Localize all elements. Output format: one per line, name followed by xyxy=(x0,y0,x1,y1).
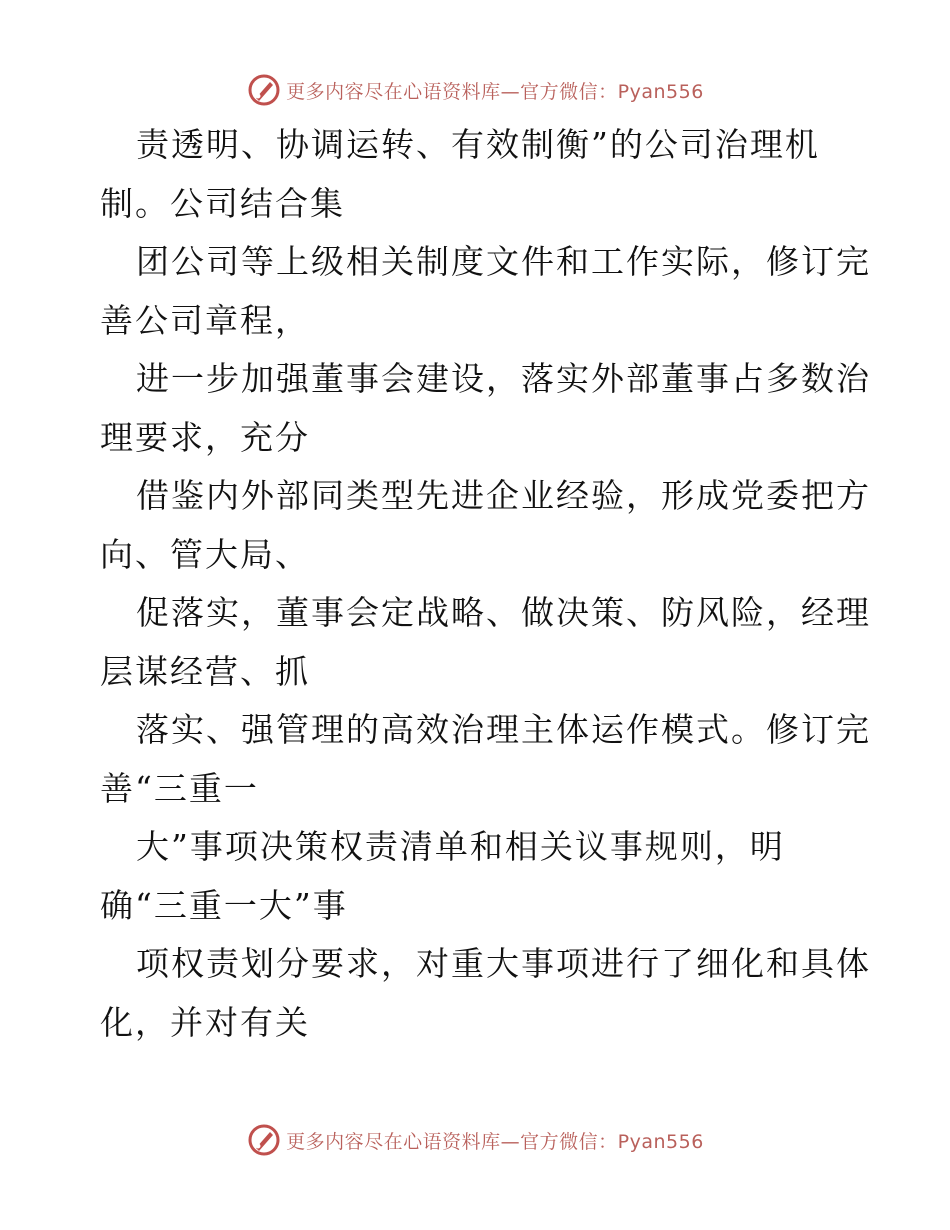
document-body xyxy=(100,116,880,1052)
text-line-11: 落实、强管理的高效治理主体运作模式。修订完 xyxy=(136,710,871,749)
text-line-3: 团公司等上级相关制度文件和工作实际，修订完 xyxy=(136,242,871,281)
pen-circle-logo-icon xyxy=(246,72,282,108)
text-line-1: 责透明、协调运转、有效制衡”的公司治理机 xyxy=(136,125,820,164)
text-line-13: 大”事项决策权责清单和相关议事规则，明 xyxy=(136,827,785,866)
text-line-15: 项权责划分要求，对重大事项进行了细化和具体 xyxy=(136,944,871,983)
text-line-7: 借鉴内外部同类型先进企业经验，形成党委把方 xyxy=(136,476,871,515)
text-line-10: 层谋经营、抓 xyxy=(100,651,310,691)
text-line-8: 向、管大局、 xyxy=(100,534,310,574)
text-line-2: 制。公司结合集 xyxy=(100,183,345,223)
text-line-6: 理要求，充分 xyxy=(100,417,310,457)
pen-circle-logo-icon xyxy=(246,1122,282,1158)
header-banner-text: 更多内容尽在心语资料库—官方微信：Pyan556 xyxy=(286,80,704,103)
text-line-16: 化，并对有关 xyxy=(100,1002,310,1042)
text-line-5: 进一步加强董事会建设，落实外部董事占多数治 xyxy=(136,359,871,398)
text-line-12: 善“三重一 xyxy=(100,768,259,808)
header-banner xyxy=(0,70,950,110)
footer-banner xyxy=(0,1120,950,1160)
text-line-4: 善公司章程， xyxy=(100,300,310,340)
text-line-9: 促落实，董事会定战略、做决策、防风险，经理 xyxy=(136,593,871,632)
text-line-14: 确“三重一大”事 xyxy=(100,885,348,925)
footer-banner-text: 更多内容尽在心语资料库—官方微信：Pyan556 xyxy=(286,1130,704,1153)
